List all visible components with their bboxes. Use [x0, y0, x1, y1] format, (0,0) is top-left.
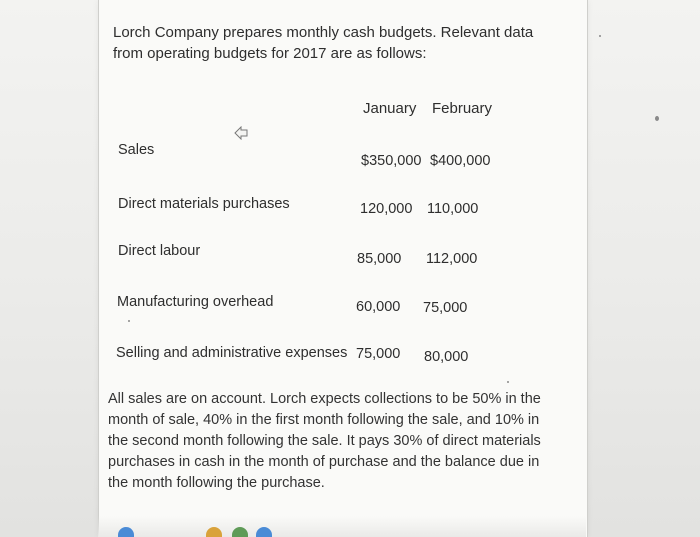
mouse-pointer-icon [234, 126, 248, 140]
app-icon [118, 527, 134, 537]
row-label-selling-admin: Selling and administrative expenses [116, 345, 348, 361]
screen-speck [599, 35, 601, 37]
row-label-direct-labour: Direct labour [118, 243, 201, 259]
app-icon [232, 527, 248, 537]
header-february: February [432, 100, 493, 117]
cut-off-next-line [98, 516, 586, 537]
row-value-direct-labour-january: 85,000 [357, 251, 402, 267]
collection-terms-paragraph: All sales are on account. Lorch expects collections to be 50% in the month of sale, 40% in the first month following the sale, and 10% in the second month following the sale. It pays 30% of direct materials purchases in cash in the month of purchase and the balance due in the month following the purchase. [108, 391, 541, 491]
row-label-direct-materials: Direct materials purchases [118, 196, 290, 212]
row-label-manufacturing-overhead: Manufacturing overhead [117, 294, 274, 310]
row-value-direct-labour-february: 112,000 [426, 251, 478, 267]
row-value-selling-admin-january: 75,000 [356, 346, 401, 362]
row-value-sales-february: $400,000 [430, 153, 491, 169]
row-value-manufacturing-overhead-february: 75,000 [423, 300, 468, 316]
app-icon [206, 527, 222, 537]
row-value-direct-materials-january: 120,000 [360, 201, 413, 217]
header-january: January [363, 100, 417, 117]
intro-text: Lorch Company prepares monthly cash budgets. Relevant data from operating budgets for 2017 are as follows: [113, 24, 534, 62]
row-value-manufacturing-overhead-january: 60,000 [356, 299, 401, 315]
row-value-direct-materials-february: 110,000 [427, 201, 479, 217]
row-value-selling-admin-february: 80,000 [424, 349, 469, 365]
screen-speck [655, 116, 659, 121]
row-value-sales-january: $350,000 [361, 153, 422, 169]
row-label-sales: Sales [118, 142, 155, 158]
screen-speck [128, 320, 130, 322]
screen-speck [507, 381, 509, 383]
app-icon [256, 527, 272, 537]
